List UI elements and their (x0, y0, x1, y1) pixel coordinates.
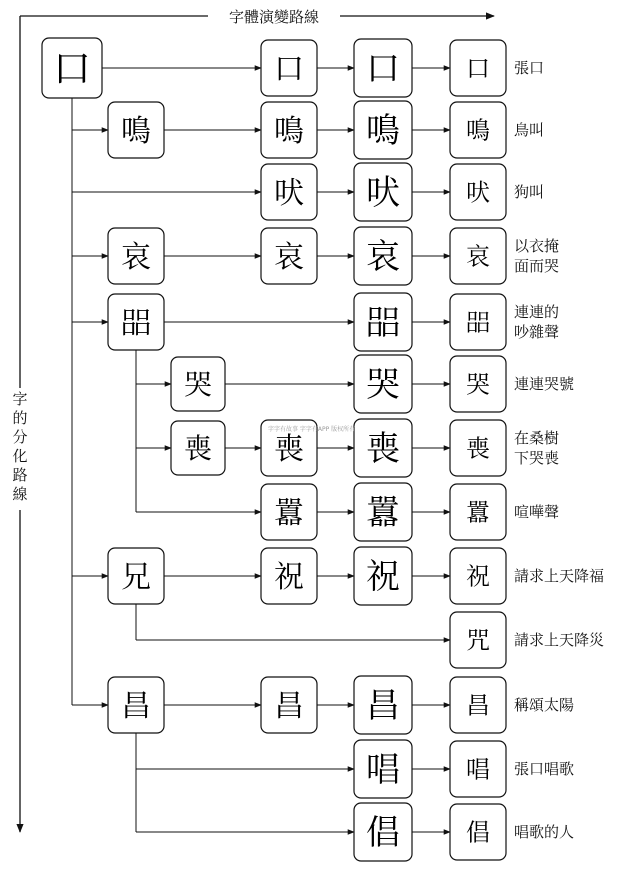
stage1-glyph-box-char: 囂 (274, 495, 304, 531)
stage1-glyph-box-char: 祝 (274, 559, 304, 595)
stage2-glyph-box (354, 101, 412, 159)
watermark: 字字有故事 字字有APP 版权所有 (268, 426, 356, 433)
stage1-glyph-box-char: 鳴 (274, 113, 304, 149)
stage2-glyph-box (354, 547, 412, 605)
root-glyph-box-char: 口 (52, 46, 92, 91)
meanings (514, 59, 604, 841)
stage2-glyph-box (354, 163, 412, 221)
modern-glyph-box-char: 昌 (466, 691, 490, 720)
modern-glyph-box-char: 哀 (466, 242, 490, 271)
stage0-glyph-box-char: 㗊 (121, 305, 151, 341)
stage2-glyph-box-char: 倡 (366, 813, 400, 854)
meaning-text: 以衣掩 (514, 237, 560, 255)
stage1-glyph-box-char: 吠 (274, 175, 304, 211)
stage2-glyph-box (354, 803, 412, 861)
modern-glyph-box-char: 㗊 (466, 308, 490, 337)
meaning-text: 連連的 (514, 303, 560, 321)
modern-glyph-box-char: 咒 (466, 626, 490, 655)
stage1-glyph-box (261, 102, 317, 158)
stage0-glyph-box (108, 294, 164, 350)
stage1-glyph-box (261, 164, 317, 220)
meaning-text: 請求上天降福 (514, 567, 605, 585)
meaning-text: 面而哭 (514, 257, 560, 275)
stage2-glyph-box (354, 39, 412, 97)
stage1-glyph-box (261, 548, 317, 604)
stage2-glyph-box-char: 鳴 (366, 111, 400, 152)
modern-glyph-box-char: 倡 (466, 818, 490, 847)
stage0-glyph-box-char: 昌 (121, 688, 151, 724)
modern-glyph-box-char: 口 (466, 54, 490, 83)
stage1-glyph-box (261, 677, 317, 733)
meaning-text: 稱頌太陽 (514, 696, 575, 714)
glyph-boxes (42, 38, 506, 861)
differentiation-axis-char: 分 (12, 428, 28, 446)
meaning-text: 鳥叫 (514, 121, 545, 139)
stage2-glyph-box-char: 口 (366, 49, 400, 90)
meaning-text: 請求上天降災 (514, 631, 605, 649)
differentiation-axis-char: 的 (12, 409, 28, 427)
modern-glyph-box (450, 356, 506, 412)
stage2-glyph-box (354, 740, 412, 798)
differentiation-axis-label (10, 388, 30, 510)
meaning-text: 在桑樹 (514, 429, 560, 447)
stage1-glyph-box (261, 484, 317, 540)
meaning-text: 狗叫 (514, 183, 545, 201)
differentiation-axis-char: 線 (12, 485, 28, 503)
stage2-glyph-box-char: 喪 (366, 429, 400, 470)
modern-glyph-box (450, 228, 506, 284)
modern-glyph-box (450, 548, 506, 604)
meaning-text: 唱歌的人 (514, 823, 575, 841)
modern-glyph-box-char: 吠 (466, 178, 490, 207)
modern-glyph-box-char: 囂 (466, 498, 490, 527)
stage2-glyph-box (354, 293, 412, 351)
modern-glyph-box (450, 484, 506, 540)
stage1-glyph-box-char: 喪 (274, 431, 304, 467)
stage2-glyph-box (354, 227, 412, 285)
modern-glyph-box (450, 677, 506, 733)
stage1-glyph-box-char: 口 (274, 51, 304, 87)
stage2-glyph-box-char: 哭 (366, 365, 400, 406)
stage2-glyph-box (354, 355, 412, 413)
modern-glyph-box-char: 唱 (466, 755, 490, 784)
meaning-text: 吵雜聲 (514, 323, 560, 341)
modern-glyph-box-char: 祝 (466, 562, 490, 591)
stage0-glyph-box-char: 兄 (121, 559, 151, 595)
stage2-glyph-box (354, 483, 412, 541)
stage0-glyph-box (108, 228, 164, 284)
stage0b-glyph-box (171, 357, 225, 411)
stage2-glyph-box-char: 唱 (366, 750, 400, 791)
modern-glyph-box (450, 164, 506, 220)
modern-glyph-box-char: 喪 (466, 434, 490, 463)
modern-glyph-box (450, 102, 506, 158)
stage0b-glyph-box-char: 哭 (183, 368, 213, 402)
stage0-glyph-box-char: 哀 (121, 239, 151, 275)
stage1-glyph-box (261, 40, 317, 96)
stage1-glyph-box-char: 昌 (274, 688, 304, 724)
modern-glyph-box (450, 40, 506, 96)
stage0-glyph-box (108, 677, 164, 733)
differentiation-axis-char: 路 (12, 466, 28, 484)
stage0-glyph-box-char: 鳴 (121, 113, 151, 149)
stage0-glyph-box (108, 102, 164, 158)
stage2-glyph-box (354, 676, 412, 734)
stage1-glyph-box-char: 哀 (274, 239, 304, 275)
differentiation-axis-char: 化 (12, 447, 28, 465)
meaning-text: 張口唱歌 (514, 760, 575, 778)
modern-glyph-box (450, 420, 506, 476)
stage2-glyph-box-char: 吠 (366, 173, 400, 214)
stage1-glyph-box (261, 228, 317, 284)
stage2-glyph-box-char: 祝 (366, 557, 400, 598)
differentiation-axis-char: 字 (12, 390, 28, 408)
stage0b-glyph-box-char: 喪 (183, 432, 213, 466)
stage2-glyph-box-char: 哀 (366, 237, 400, 278)
stage0-glyph-box (108, 548, 164, 604)
stage2-glyph-box (354, 419, 412, 477)
modern-glyph-box (450, 804, 506, 860)
meaning-text: 張口 (514, 59, 545, 77)
stage2-glyph-box-char: 囂 (366, 493, 400, 534)
root-glyph-box (42, 38, 102, 98)
modern-glyph-box (450, 741, 506, 797)
stage2-glyph-box-char: 㗊 (366, 303, 400, 344)
meaning-text: 下哭喪 (514, 449, 560, 467)
modern-glyph-box-char: 鳴 (466, 116, 490, 145)
meaning-text: 喧嘩聲 (514, 503, 560, 521)
modern-glyph-box-char: 哭 (466, 370, 490, 399)
meaning-text: 連連哭號 (514, 375, 575, 393)
evolution-axis-label: 字體演變路線 (228, 8, 320, 26)
stage2-glyph-box-char: 昌 (366, 686, 400, 727)
stage0b-glyph-box (171, 421, 225, 475)
modern-glyph-box (450, 612, 506, 668)
modern-glyph-box (450, 294, 506, 350)
